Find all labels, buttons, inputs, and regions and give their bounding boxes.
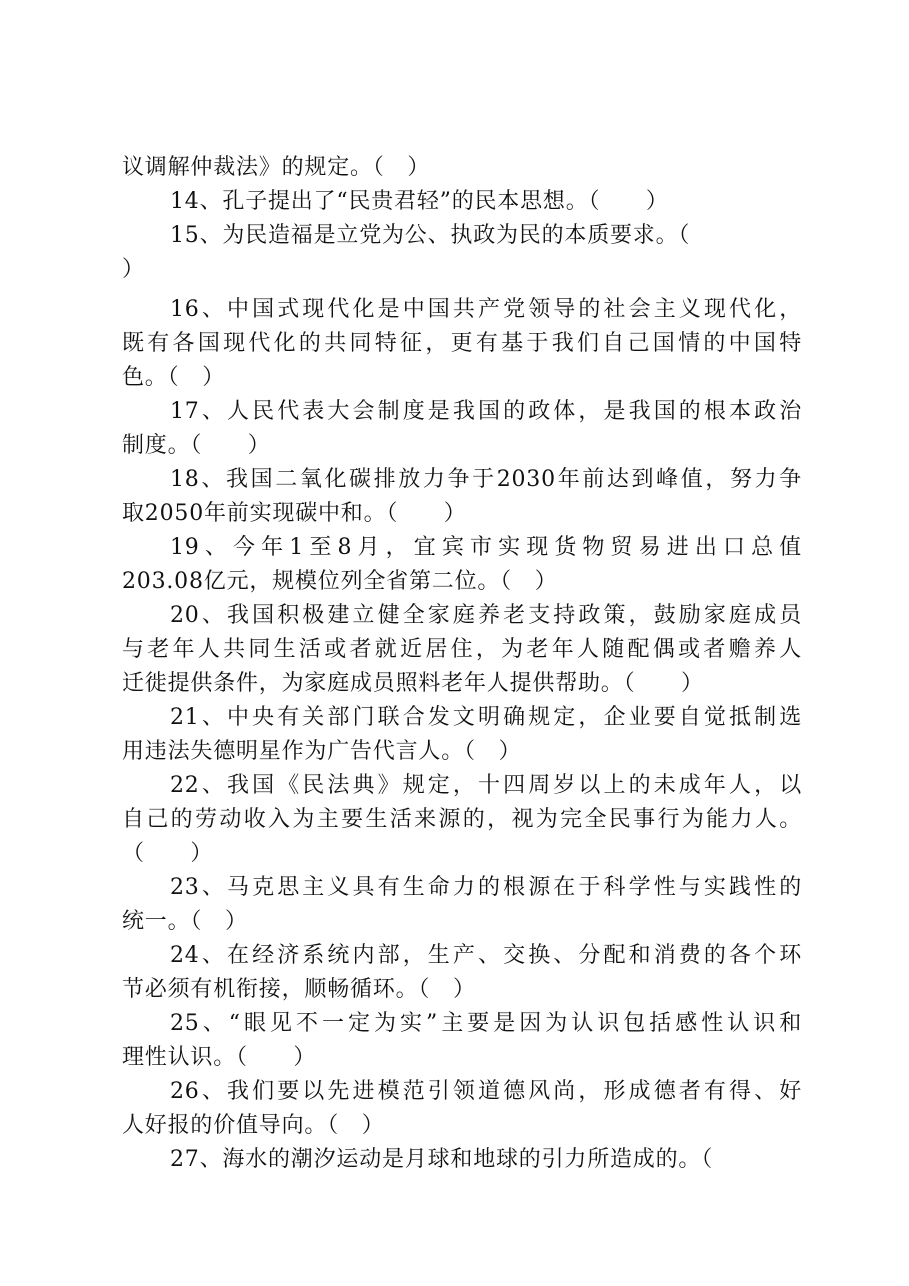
paragraph-line: 18、我国二氧化碳排放力争于2030年前达到峰值，努力争 xyxy=(170,467,802,492)
paragraph-line: 24、在经济系统内部，生产、交换、分配和消费的各个环 xyxy=(170,943,802,968)
paragraph-line: （ ） xyxy=(122,841,214,866)
paragraph-line: 色。（ ） xyxy=(122,365,226,390)
paragraph-line: 统一。（ ） xyxy=(122,909,248,934)
paragraph-line: 25、“眼见不一定为实”主要是因为认识包括感性认识和 xyxy=(170,1011,802,1036)
paragraph-line: 19、今年1至8月，宜宾市实现货物贸易进出口总值 xyxy=(170,535,802,560)
paragraph-line: 节必须有机衔接，顺畅循环。（ ） xyxy=(122,977,476,1002)
paragraph-line: 15、为民造福是立党为公、执政为民的本质要求。（ xyxy=(170,223,691,248)
paragraph-line: 23、马克思主义具有生命力的根源在于科学性与实践性的 xyxy=(170,875,802,900)
paragraph-line: 用违法失德明星作为广告代言人。（ ） xyxy=(122,739,522,764)
paragraph-line: 人好报的价值导向。（ ） xyxy=(122,1113,385,1138)
paragraph-line: 16、中国式现代化是中国共产党领导的社会主义现代化， xyxy=(170,297,802,322)
paragraph-line: 理性认识。（ ） xyxy=(122,1045,317,1070)
paragraph-line: 既有各国现代化的共同特征，更有基于我们自己国情的中国特 xyxy=(122,331,802,356)
paragraph-line: 26、我们要以先进模范引领道德风尚，形成德者有得、好 xyxy=(170,1079,802,1104)
paragraph-line: 迁徙提供条件，为家庭成员照料老年人提供帮助。（ ） xyxy=(122,671,704,696)
paragraph-line: 203.08亿元，规模位列全省第二位。（ ） xyxy=(122,569,558,594)
paragraph-line: 取2050年前实现碳中和。（ ） xyxy=(122,501,467,526)
paragraph-line: 21、中央有关部门联合发文明确规定，企业要自觉抵制选 xyxy=(170,705,802,730)
paragraph-line: 14、孔子提出了“民贵君轻”的民本思想。（ ） xyxy=(170,189,669,214)
paragraph-line: 制度。（ ） xyxy=(122,433,271,458)
paragraph-line: 自己的劳动收入为主要生活来源的，视为完全民事行为能力人。 xyxy=(122,807,802,832)
paragraph-line: 与老年人共同生活或者就近居住，为老年人随配偶或者赡养人 xyxy=(122,637,802,662)
paragraph-line: 22、我国《民法典》规定，十四周岁以上的未成年人，以 xyxy=(170,773,802,798)
paragraph-line: 27、海水的潮汐运动是月球和地球的引力所造成的。（ xyxy=(170,1147,713,1172)
document-body xyxy=(122,151,802,1177)
paragraph-line: 17、人民代表大会制度是我国的政体，是我国的根本政治 xyxy=(170,399,802,424)
paragraph-line: 20、我国积极建立健全家庭养老支持政策，鼓励家庭成员 xyxy=(170,603,802,628)
paragraph-line: ） xyxy=(122,257,145,282)
paragraph-line: 议调解仲裁法》的规定。（ ） xyxy=(122,155,431,180)
